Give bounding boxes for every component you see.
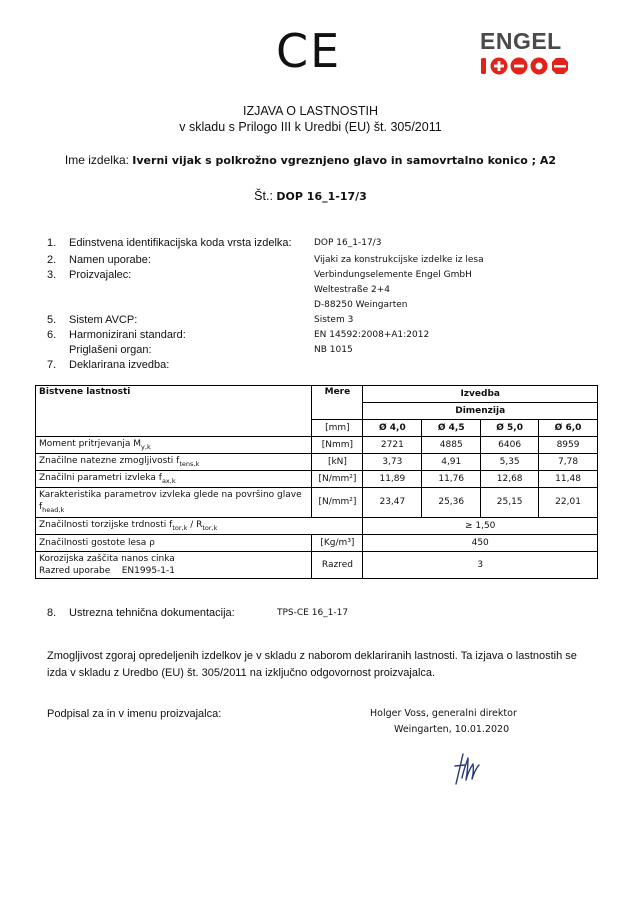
row-unit: Razred bbox=[312, 551, 363, 578]
statement-line: izda v skladu z Uredbo (EU) št. 305/2011 na izključno odgovornost proizvajalca. bbox=[47, 667, 436, 679]
row-value: 25,36 bbox=[422, 488, 481, 518]
row-value: 23,47 bbox=[363, 488, 422, 518]
signature-label: Podpisal za in v imenu proizvajalca: bbox=[47, 708, 222, 720]
info-value: Sistem 3 bbox=[314, 315, 354, 325]
dop-line bbox=[0, 189, 621, 203]
info-value: Verbindungselemente Engel GmbH bbox=[314, 270, 472, 280]
logo-symbols-icon bbox=[480, 55, 574, 75]
info-label: Proizvajalec: bbox=[69, 269, 132, 281]
row-value: 12,68 bbox=[481, 471, 539, 488]
info-value: Weltestraße 2+4 bbox=[314, 285, 390, 295]
signature-place-date: Weingarten, 10.01.2020 bbox=[394, 724, 510, 735]
row-value: 11,89 bbox=[363, 471, 422, 488]
row-property: Korozijska zaščita nanos cinka Razred uporabe EN1995-1-1 bbox=[36, 551, 312, 578]
row-value: 450 bbox=[363, 534, 598, 551]
dop-label: Št.: bbox=[254, 189, 273, 203]
row-value: 11,76 bbox=[422, 471, 481, 488]
row-value: 7,78 bbox=[539, 454, 598, 471]
row-value: ≥ 1,50 bbox=[363, 517, 598, 534]
row-property: Značilne natezne zmogljivosti $f_{tens,k}$ bbox=[36, 454, 312, 471]
info-label: Deklarirana izvedba: bbox=[69, 359, 170, 371]
header-diameter: Ø 6,0 bbox=[539, 420, 598, 437]
row-value: 25,15 bbox=[481, 488, 539, 518]
product-name: Iverni vijak s polkrožno vgreznjeno glavo in samovrtalno konico ; A2 bbox=[132, 154, 557, 167]
row-value: 4,91 bbox=[422, 454, 481, 471]
header-diameter: Ø 5,0 bbox=[481, 420, 539, 437]
handwritten-signature-icon bbox=[446, 748, 486, 788]
row-unit: [Nmm] bbox=[312, 437, 363, 454]
row-unit: [N/mm²] bbox=[312, 471, 363, 488]
row-property: Karakteristika parametrov izvleka glede na površino glave $f_{head,k}$ bbox=[36, 488, 312, 518]
table-row bbox=[36, 488, 598, 518]
table-header-row bbox=[36, 386, 598, 403]
table-row bbox=[36, 517, 598, 534]
info-num: 8. bbox=[47, 607, 57, 619]
header-diameter: Ø 4,0 bbox=[363, 420, 422, 437]
table-row bbox=[36, 471, 598, 488]
info-label: Namen uporabe: bbox=[69, 254, 151, 266]
info-value: DOP 16_1-17/3 bbox=[314, 238, 382, 248]
row-value: 5,35 bbox=[481, 454, 539, 471]
info-value: NB 1015 bbox=[314, 345, 353, 355]
ce-mark: CE bbox=[276, 24, 342, 78]
title-line: IZJAVA O LASTNOSTIH bbox=[243, 104, 378, 118]
logo-brand: ENGEL bbox=[480, 28, 562, 54]
info-value: Vijaki za konstrukcijske izdelke iz lesa bbox=[314, 255, 484, 265]
row-value: 4885 bbox=[422, 437, 481, 454]
info-label: Harmonizirani standard: bbox=[69, 329, 186, 341]
info-num: 7. bbox=[47, 359, 57, 371]
info-value: D-88250 Weingarten bbox=[314, 300, 408, 310]
statement bbox=[47, 648, 587, 682]
info-num: 1. bbox=[47, 237, 57, 249]
row-value: 3 bbox=[363, 551, 598, 578]
header-property: Bistvene lastnosti bbox=[36, 386, 312, 437]
table-row bbox=[36, 534, 598, 551]
header-diameter: Ø 4,5 bbox=[422, 420, 481, 437]
row-value: 22,01 bbox=[539, 488, 598, 518]
row-unit: [Kg/m³] bbox=[312, 534, 363, 551]
product-label: Ime izdelka: bbox=[64, 153, 129, 167]
row-unit: [kN] bbox=[312, 454, 363, 471]
subtitle-line: v skladu s Prilogo III k Uredbi (EU) št. 305/2011 bbox=[179, 120, 442, 134]
info-num: 5. bbox=[47, 314, 57, 326]
row-value: 6406 bbox=[481, 437, 539, 454]
info-label: Ustrezna tehnična dokumentacija: bbox=[69, 607, 235, 619]
row-value: 8959 bbox=[539, 437, 598, 454]
engel-logo bbox=[480, 30, 576, 75]
info-num: 6. bbox=[47, 329, 57, 341]
header-unit: Mere bbox=[312, 386, 363, 420]
row-unit: [N/mm²] bbox=[312, 488, 363, 518]
info-num: 3. bbox=[47, 269, 57, 281]
row-value: 11,48 bbox=[539, 471, 598, 488]
header-performance: Izvedba bbox=[363, 386, 598, 403]
row-value: 2721 bbox=[363, 437, 422, 454]
document-title bbox=[0, 103, 621, 135]
table-row bbox=[36, 551, 598, 578]
header-dimension: Dimenzija bbox=[363, 403, 598, 420]
statement-line: Zmogljivost zgoraj opredeljenih izdelkov je v skladu z naborom deklariranih lastnosti. Ta izjava o lastnostih se bbox=[47, 650, 577, 662]
product-line bbox=[0, 153, 621, 167]
row-property: Moment pritrjevanja $M_{y,k}$ bbox=[36, 437, 312, 454]
row-value: 3,73 bbox=[363, 454, 422, 471]
table-row bbox=[36, 437, 598, 454]
signatory-name: Holger Voss, generalni direktor bbox=[370, 708, 517, 719]
row-property: Značilnosti torzijske trdnosti $f_{tor,k} / R_{tor,k}$ bbox=[36, 517, 363, 534]
row-property: Značilni parametri izvleka $f_{ax,k}$ bbox=[36, 471, 312, 488]
info-label: Sistem AVCP: bbox=[69, 314, 138, 326]
dop-number: DOP 16_1-17/3 bbox=[276, 190, 367, 203]
performance-table bbox=[35, 385, 598, 579]
info-num: 2. bbox=[47, 254, 57, 266]
header-mm: [mm] bbox=[312, 420, 363, 437]
logo-marks bbox=[480, 55, 576, 75]
info-label: Priglašeni organ: bbox=[69, 344, 152, 356]
info-value: TPS-CE 16_1-17 bbox=[277, 608, 349, 618]
table-row bbox=[36, 454, 598, 471]
info-label: Edinstvena identifikacijska koda vrsta izdelka: bbox=[69, 237, 292, 249]
info-value: EN 14592:2008+A1:2012 bbox=[314, 330, 430, 340]
row-property: Značilnosti gostote lesa ρ bbox=[36, 534, 312, 551]
